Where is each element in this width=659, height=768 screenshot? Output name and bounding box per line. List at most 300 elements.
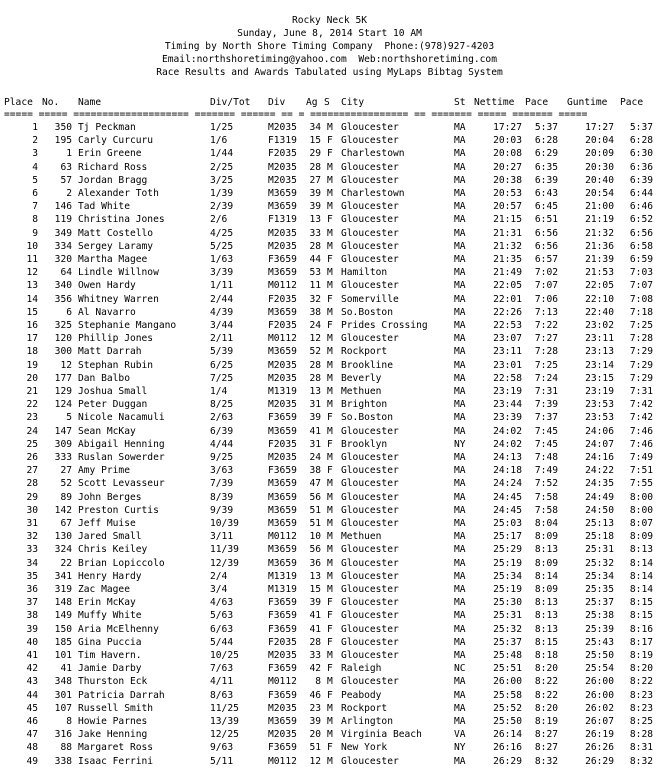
cell-place: 46	[26, 716, 38, 727]
cell-divtot: 3/4	[210, 584, 228, 595]
cell-divtot: 13/39	[210, 716, 239, 727]
cell-pace1: 7:02	[534, 267, 558, 279]
cell-bib: 67	[60, 518, 72, 529]
cell-name: Zac Magee	[78, 584, 130, 595]
cell-city: Brooklyn	[341, 438, 388, 450]
cell-age: 31	[309, 438, 321, 450]
table-row	[0, 266, 659, 279]
cell-div: M3659	[268, 557, 297, 569]
cell-place: 22	[26, 399, 38, 411]
cell-divtot: 2/44	[210, 293, 234, 305]
cell-divtot: 4/44	[210, 438, 234, 450]
cell-st: MA	[454, 293, 466, 305]
cell-net: 23:44	[493, 399, 522, 411]
cell-divtot: 9/39	[210, 504, 234, 516]
cell-city: Rockport	[341, 702, 388, 714]
cell-div: M3659	[268, 478, 297, 490]
cell-name: Muffy White	[78, 610, 142, 622]
column-header-pace2: Pace	[620, 97, 644, 108]
cell-bib: 101	[54, 650, 72, 661]
cell-gun: 26:07	[585, 716, 614, 727]
cell-st: MA	[454, 452, 466, 463]
cell-pace1: 7:07	[534, 280, 558, 292]
cell-pace1: 7:58	[534, 491, 558, 503]
table-row	[0, 332, 659, 345]
cell-pace2: 7:55	[629, 478, 653, 490]
cell-div: M3659	[268, 306, 297, 318]
cell-net: 23:07	[493, 333, 522, 345]
cell-gun: 23:13	[585, 346, 614, 358]
cell-st: MA	[454, 478, 466, 490]
cell-city: Brookline	[341, 359, 393, 371]
cell-pace1: 7:25	[534, 359, 558, 371]
table-row	[0, 425, 659, 438]
cell-divtot: 11/39	[210, 544, 239, 556]
cell-city: Gloucester	[341, 518, 399, 529]
cell-bib: 12	[60, 359, 72, 371]
cell-div: M2035	[268, 359, 297, 371]
cell-pace2: 8:20	[629, 663, 653, 675]
cell-net: 25:19	[493, 557, 522, 569]
cell-city: Gloucester	[341, 174, 399, 186]
cell-age: 56	[309, 544, 321, 556]
cell-sex: M	[327, 372, 333, 384]
cell-name: Stephanie Mangano	[78, 320, 177, 331]
cell-pace2: 6:59	[629, 254, 653, 265]
cell-age: 28	[309, 636, 321, 648]
cell-name: Jordan Bragg	[78, 174, 148, 186]
cell-bib: 89	[60, 491, 72, 503]
cell-st: MA	[454, 240, 466, 252]
header-line: Email:northshoretiming@yahoo.com Web:northshoretiming.com	[161, 54, 497, 65]
cell-div: M2035	[268, 650, 297, 661]
cell-pace2: 8:07	[629, 518, 653, 529]
cell-st: MA	[454, 650, 466, 661]
cell-pace1: 7:49	[534, 465, 558, 477]
cell-net: 25:52	[493, 702, 522, 714]
cell-net: 23:01	[493, 359, 522, 371]
cell-divtot: 2/6	[210, 214, 228, 226]
cell-net: 25:51	[493, 663, 522, 675]
cell-net: 25:50	[493, 716, 522, 727]
cell-city: So.Boston	[341, 412, 393, 424]
cell-gun: 22:10	[585, 293, 614, 305]
cell-divtot: 12/39	[210, 557, 239, 569]
cell-name: Christina Jones	[78, 214, 165, 226]
cell-place: 29	[26, 491, 38, 503]
cell-bib: 334	[54, 240, 72, 252]
cell-place: 20	[26, 372, 38, 384]
cell-divtot: 3/44	[210, 320, 234, 331]
table-row	[0, 134, 659, 147]
cell-place: 24	[26, 425, 38, 437]
table-row	[0, 583, 659, 596]
cell-pace1: 8:20	[534, 702, 558, 714]
cell-bib: 195	[54, 135, 72, 147]
cell-div: F3659	[268, 412, 297, 424]
cell-bib: 150	[54, 623, 72, 635]
cell-divtot: 1/25	[210, 122, 234, 133]
cell-bib: 6	[66, 306, 72, 318]
cell-div: M0112	[268, 333, 297, 345]
cell-place: 25	[26, 438, 38, 450]
cell-divtot: 9/25	[210, 452, 234, 463]
cell-divtot: 6/25	[210, 359, 234, 371]
cell-pace1: 8:13	[534, 544, 558, 556]
cell-place: 49	[26, 755, 38, 767]
cell-net: 17:27	[493, 122, 522, 133]
cell-gun: 21:19	[585, 214, 614, 226]
cell-st: MA	[454, 254, 466, 265]
cell-age: 34	[309, 122, 321, 133]
cell-divtot: 3/63	[210, 465, 234, 477]
cell-sex: F	[327, 610, 333, 622]
cell-sex: M	[327, 491, 333, 503]
cell-city: Gloucester	[341, 755, 399, 767]
cell-st: MA	[454, 399, 466, 411]
cell-net: 21:15	[493, 214, 522, 226]
cell-gun: 23:14	[585, 359, 614, 371]
cell-pace2: 8:09	[629, 531, 653, 543]
cell-gun: 24:50	[585, 504, 614, 516]
cell-bib: 63	[60, 161, 72, 173]
cell-name: Chris Keiley	[78, 544, 148, 556]
cell-place: 3	[32, 148, 38, 160]
cell-divtot: 1/6	[210, 135, 228, 147]
cell-st: MA	[454, 174, 466, 186]
cell-sex: F	[327, 135, 333, 147]
cell-div: M2035	[268, 174, 297, 186]
cell-gun: 26:26	[585, 742, 614, 754]
cell-age: 39	[309, 597, 321, 609]
table-row	[0, 398, 659, 411]
cell-net: 21:49	[493, 267, 522, 279]
cell-divtot: 1/11	[210, 280, 234, 292]
cell-pace2: 8:25	[629, 716, 653, 727]
cell-divtot: 2/11	[210, 333, 234, 345]
table-row	[0, 636, 659, 649]
cell-div: M3659	[268, 716, 297, 727]
table-row	[0, 609, 659, 622]
cell-sex: M	[327, 240, 333, 252]
cell-bib: 130	[54, 531, 72, 543]
cell-pace1: 8:18	[534, 650, 558, 661]
cell-name: John Berges	[78, 491, 142, 503]
cell-name: Phillip Jones	[78, 333, 154, 345]
cell-net: 20:08	[493, 148, 522, 160]
cell-pace2: 6:28	[629, 135, 653, 147]
cell-age: 12	[309, 755, 321, 767]
cell-net: 22:53	[493, 320, 522, 331]
cell-gun: 22:05	[585, 280, 614, 292]
cell-city: Peabody	[341, 689, 382, 701]
cell-sex: M	[327, 716, 333, 727]
cell-sex: F	[327, 597, 333, 609]
cell-pace2: 8:13	[629, 544, 653, 556]
cell-bib: 340	[54, 280, 72, 292]
cell-gun: 26:00	[585, 689, 614, 701]
cell-pace2: 8:00	[629, 491, 653, 503]
cell-pace2: 7:25	[629, 320, 653, 331]
cell-gun: 20:30	[585, 161, 614, 173]
cell-name: Al Navarro	[78, 306, 136, 318]
cell-div: M3659	[268, 544, 297, 556]
cell-pace2: 8:22	[629, 676, 653, 688]
cell-pace1: 8:09	[534, 557, 558, 569]
cell-div: M0112	[268, 531, 297, 543]
cell-pace2: 6:44	[629, 188, 653, 199]
cell-div: F2035	[268, 320, 297, 331]
cell-st: MA	[454, 491, 466, 503]
cell-pace2: 7:46	[629, 438, 653, 450]
cell-sex: F	[327, 320, 333, 331]
cell-name: Jake Henning	[78, 729, 148, 741]
cell-age: 12	[309, 333, 321, 345]
cell-net: 25:37	[493, 636, 522, 648]
cell-gun: 25:32	[585, 557, 614, 569]
cell-place: 1	[32, 122, 38, 133]
table-row	[0, 491, 659, 504]
cell-age: 24	[309, 452, 321, 463]
cell-sex: M	[327, 729, 333, 741]
cell-age: 39	[309, 412, 321, 424]
cell-div: F1319	[268, 135, 297, 147]
cell-pace1: 8:27	[534, 729, 558, 741]
table-row	[0, 675, 659, 688]
cell-name: Jamie Darby	[78, 663, 142, 675]
cell-st: MA	[454, 148, 466, 160]
cell-place: 10	[26, 240, 38, 252]
cell-net: 25:17	[493, 531, 522, 543]
cell-pace1: 7:45	[534, 425, 558, 437]
cell-pace1: 8:20	[534, 663, 558, 675]
cell-st: MA	[454, 267, 466, 279]
table-row	[0, 715, 659, 728]
cell-city: Methuen	[341, 531, 382, 543]
cell-name: Nicole Nacamuli	[78, 412, 165, 424]
cell-city: Charlestown	[341, 188, 405, 199]
cell-pace2: 7:03	[629, 267, 653, 279]
cell-bib: 177	[54, 372, 72, 384]
cell-pace1: 6:51	[534, 214, 558, 226]
cell-age: 10	[309, 531, 321, 543]
cell-name: Russell Smith	[78, 702, 154, 714]
cell-net: 24:13	[493, 452, 522, 463]
cell-city: Gloucester	[341, 333, 399, 345]
cell-gun: 23:02	[585, 320, 614, 331]
cell-gun: 26:19	[585, 729, 614, 741]
cell-gun: 20:04	[585, 135, 614, 147]
cell-gun: 24:16	[585, 452, 614, 463]
cell-gun: 21:00	[585, 201, 614, 213]
cell-age: 8	[315, 676, 321, 688]
cell-div: M3659	[268, 267, 297, 279]
cell-bib: 338	[54, 755, 72, 767]
cell-bib: 119	[54, 214, 72, 226]
cell-gun: 26:29	[585, 755, 614, 767]
cell-sex: F	[327, 636, 333, 648]
cell-bib: 348	[54, 676, 72, 688]
cell-st: MA	[454, 702, 466, 714]
table-row	[0, 253, 659, 266]
cell-place: 13	[26, 280, 38, 292]
cell-city: Arlington	[341, 716, 393, 727]
cell-gun: 17:27	[585, 122, 614, 133]
cell-div: M2035	[268, 372, 297, 384]
column-header-st: St	[454, 97, 466, 108]
cell-pace2: 8:14	[629, 557, 653, 569]
cell-divtot: 8/25	[210, 399, 234, 411]
header-line: Race Results and Awards Tabulated using MyLaps Bibtag System	[156, 67, 503, 78]
cell-pace1: 7:37	[534, 412, 558, 424]
table-row	[0, 438, 659, 451]
cell-st: MA	[454, 676, 466, 688]
cell-age: 13	[309, 386, 321, 397]
cell-name: Patricia Darrah	[78, 689, 165, 701]
cell-name: Dan Balbo	[78, 372, 130, 384]
cell-divtot: 5/44	[210, 636, 234, 648]
cell-city: Gloucester	[341, 491, 399, 503]
cell-city: Gloucester	[341, 478, 399, 490]
cell-gun: 22:40	[585, 306, 614, 318]
cell-pace1: 7:28	[534, 346, 558, 358]
table-row	[0, 121, 659, 134]
cell-name: Henry Hardy	[78, 570, 142, 582]
cell-sex: F	[327, 465, 333, 477]
cell-bib: 146	[54, 201, 72, 213]
cell-sex: M	[327, 267, 333, 279]
cell-pace1: 7:52	[534, 478, 558, 490]
cell-sex: M	[327, 188, 333, 199]
cell-gun: 23:15	[585, 372, 614, 384]
cell-net: 20:27	[493, 161, 522, 173]
cell-gun: 25:43	[585, 636, 614, 648]
cell-divtot: 1/4	[210, 386, 228, 397]
cell-pace1: 6:56	[534, 227, 558, 239]
cell-net: 25:32	[493, 623, 522, 635]
cell-age: 20	[309, 729, 321, 741]
cell-div: F3659	[268, 663, 297, 675]
cell-city: Gloucester	[341, 122, 399, 133]
cell-age: 32	[309, 293, 321, 305]
cell-pace1: 8:04	[534, 518, 558, 529]
cell-net: 22:01	[493, 293, 522, 305]
cell-pace1: 8:09	[534, 531, 558, 543]
cell-pace1: 6:35	[534, 161, 558, 173]
cell-pace2: 8:23	[629, 689, 653, 701]
cell-place: 9	[32, 227, 38, 239]
cell-divtot: 2/4	[210, 570, 228, 582]
cell-st: MA	[454, 465, 466, 477]
cell-st: MA	[454, 531, 466, 543]
cell-net: 25:34	[493, 570, 522, 582]
cell-city: Virginia Beach	[341, 729, 422, 741]
cell-age: 44	[309, 254, 321, 265]
cell-city: Gloucester	[341, 623, 399, 635]
table-row	[0, 200, 659, 213]
cell-place: 11	[26, 254, 38, 265]
cell-pace1: 6:45	[534, 201, 558, 213]
cell-gun: 26:00	[585, 676, 614, 688]
cell-place: 36	[26, 584, 38, 595]
cell-st: NC	[454, 663, 466, 675]
table-row	[0, 728, 659, 741]
cell-pace2: 8:17	[629, 636, 653, 648]
cell-st: NY	[454, 438, 466, 450]
cell-place: 32	[26, 531, 38, 543]
cell-place: 2	[32, 135, 38, 147]
cell-age: 47	[309, 478, 321, 490]
cell-div: F3659	[268, 465, 297, 477]
cell-div: M0112	[268, 676, 297, 688]
cell-age: 33	[309, 650, 321, 661]
cell-pace1: 7:27	[534, 333, 558, 345]
cell-net: 23:11	[493, 346, 522, 358]
cell-city: Gloucester	[341, 465, 399, 477]
cell-gun: 21:53	[585, 267, 614, 279]
cell-place: 47	[26, 729, 38, 741]
cell-pace2: 5:37	[629, 122, 653, 133]
cell-gun: 25:31	[585, 544, 614, 556]
cell-divtot: 4/11	[210, 676, 234, 688]
cell-pace2: 7:18	[629, 306, 653, 318]
cell-sex: F	[327, 438, 333, 450]
header-line: Timing by North Shore Timing Company Phone:(978)927-4203	[164, 41, 495, 52]
cell-pace2: 7:29	[629, 372, 653, 384]
cell-age: 46	[309, 689, 321, 701]
cell-pace2: 8:31	[629, 742, 653, 754]
table-row	[0, 662, 659, 675]
cell-bib: 333	[54, 452, 72, 463]
cell-pace2: 8:19	[629, 650, 653, 661]
cell-sex: M	[327, 333, 333, 345]
cell-age: 52	[309, 346, 321, 358]
column-header-sex: S	[324, 97, 330, 108]
cell-sex: M	[327, 518, 333, 529]
cell-pace1: 8:22	[534, 676, 558, 688]
cell-place: 42	[26, 663, 38, 675]
cell-pace1: 8:14	[534, 570, 558, 582]
cell-age: 13	[309, 214, 321, 226]
cell-bib: 325	[54, 320, 72, 331]
cell-st: MA	[454, 333, 466, 345]
cell-sex: M	[327, 570, 333, 582]
cell-city: Hamilton	[341, 267, 388, 279]
cell-pace2: 6:56	[629, 227, 653, 239]
cell-gun: 25:50	[585, 650, 614, 661]
cell-city: Gloucester	[341, 201, 399, 213]
column-header-pace1: Pace	[525, 97, 549, 108]
cell-sex: M	[327, 584, 333, 595]
table-row	[0, 689, 659, 702]
cell-place: 48	[26, 742, 38, 754]
cell-st: MA	[454, 610, 466, 622]
cell-divtot: 4/25	[210, 227, 234, 239]
cell-place: 15	[26, 306, 38, 318]
cell-pace2: 8:14	[629, 584, 653, 595]
cell-sex: M	[327, 425, 333, 437]
cell-age: 15	[309, 135, 321, 147]
cell-name: Carly Curcuru	[78, 135, 154, 147]
cell-place: 39	[26, 623, 38, 635]
cell-age: 36	[309, 557, 321, 569]
cell-pace2: 7:29	[629, 346, 653, 358]
cell-divtot: 7/39	[210, 478, 234, 490]
cell-div: M2035	[268, 161, 297, 173]
cell-name: Stephan Rubin	[78, 359, 154, 371]
cell-divtot: 5/11	[210, 755, 234, 767]
cell-divtot: 3/39	[210, 267, 234, 279]
